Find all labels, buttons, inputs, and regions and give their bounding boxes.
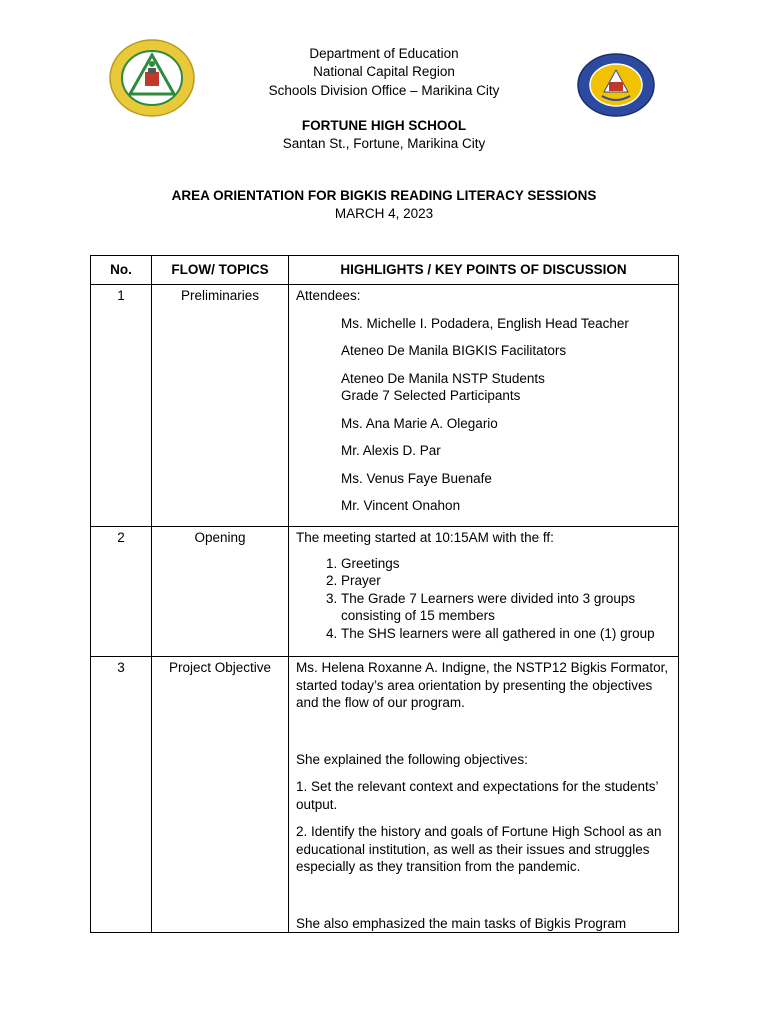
list-item: 3. The Grade 7 Learners were divided into 3 groups consisting of 15 members: [341, 590, 672, 625]
row-highlights: [289, 285, 679, 527]
row-topic: Opening: [152, 527, 289, 657]
table-row: [91, 657, 679, 933]
attendee-item: Grade 7 Selected Participants: [341, 388, 521, 403]
row-number: 3: [91, 657, 152, 933]
objective-intro: Ms. Helena Roxanne A. Indigne, the NSTP12 Bigkis Formator, started today’s area orientation by presenting the objectives and the flow of our program.: [296, 660, 669, 710]
opening-list: [296, 555, 672, 643]
row-number: 2: [91, 527, 152, 657]
objective-item: 2. Identify the history and goals of Fortune High School as an educational institution, as well as their issues and struggles especially as they transition from the pandemic.: [296, 824, 662, 874]
table-header-row: [91, 256, 679, 285]
column-header-no: No.: [91, 256, 152, 285]
attendee-item: Ms. Ana Marie A. Olegario: [341, 415, 498, 431]
attendee-item: Ms. Michelle I. Podadera, English Head Teacher: [341, 315, 629, 331]
row-number: 1: [91, 285, 152, 527]
attendee-item: Mr. Alexis D. Par: [341, 443, 441, 458]
attendee-item: Ateneo De Manila BIGKIS Facilitators: [341, 343, 567, 358]
attendee-item: Ms. Venus Faye Buenafe: [341, 470, 492, 486]
column-header-highlights: HIGHLIGHTS / KEY POINTS OF DISCUSSION: [289, 256, 679, 285]
table-row: [91, 527, 679, 657]
list-item: 1. Greetings: [341, 555, 672, 573]
attendee-item: Mr. Vincent Onahon: [341, 498, 461, 513]
row-highlights: [289, 527, 679, 657]
objective-item: 1. Set the relevant context and expectations for the students’ output.: [296, 779, 658, 812]
opening-lead: The meeting started at 10:15AM with the ff:: [296, 530, 554, 545]
column-header-topics: FLOW/ TOPICS: [152, 256, 289, 285]
row-highlights: [289, 657, 679, 933]
attendee-item: Ateneo De Manila NSTP Students: [341, 370, 545, 386]
tasks-statement: She also emphasized the main tasks of Bigkis Program: [296, 915, 627, 931]
blank-line: [296, 712, 672, 748]
list-item: 2. Prayer: [341, 572, 672, 590]
list-item: 4. The SHS learners were all gathered in one (1) group: [341, 625, 672, 643]
row-topic: Preliminaries: [152, 285, 289, 527]
school-name: FORTUNE HIGH SCHOOL: [301, 118, 467, 133]
department-name: Department of Education: [309, 46, 459, 61]
document-date: MARCH 4, 2023: [334, 206, 434, 221]
division-office-name: Schools Division Office – Marikina City: [268, 83, 500, 98]
attendees-heading: Attendees:: [296, 288, 361, 303]
school-address: Santan St., Fortune, Marikina City: [282, 136, 486, 151]
minutes-table: [90, 255, 679, 933]
document-title: AREA ORIENTATION FOR BIGKIS READING LITERACY SESSIONS: [171, 188, 597, 203]
objectives-heading: She explained the following objectives:: [296, 751, 528, 767]
table-row: [91, 285, 679, 527]
region-name: National Capital Region: [313, 64, 455, 79]
blank-line: [296, 876, 672, 912]
row-topic: Project Objective: [152, 657, 289, 933]
